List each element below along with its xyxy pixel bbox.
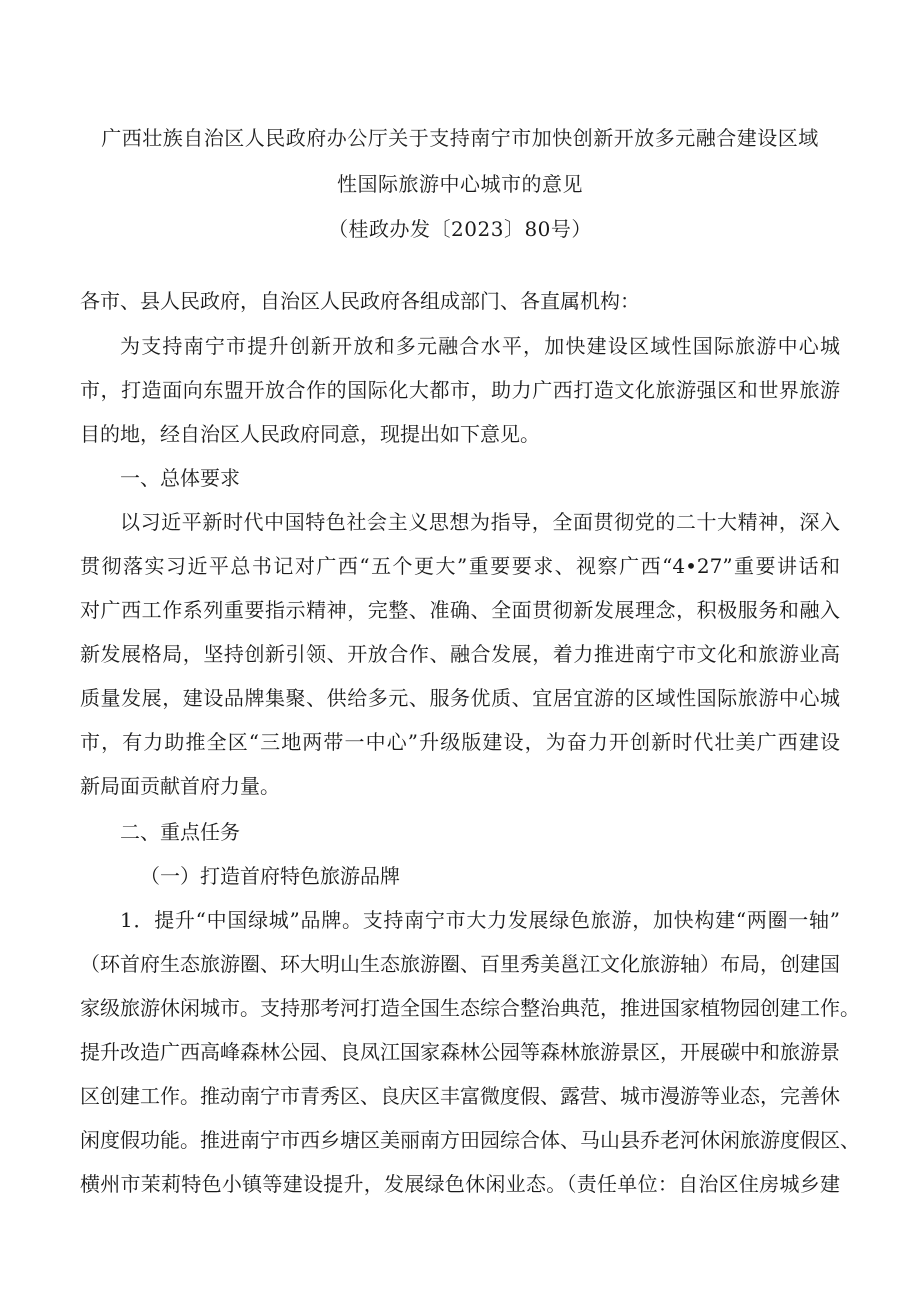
item1-line: （环首府生态旅游圈、环大明山生态旅游圈、百里秀美邕江文化旅游轴）布局，创建国 (80, 952, 840, 976)
section1-line: 对广西工作系列重要指示精神，完整、准确、全面贯彻新发展理念，积极服务和融入 (80, 598, 840, 622)
item1-line: 1．提升“中国绿城”品牌。支持南宁市大力发展绿色旅游，加快构建“两圈一轴” (120, 908, 840, 932)
section1-line: 质量发展，建设品牌集聚、供给多元、服务优质、宜居宜游的区域性国际旅游中心城 (80, 686, 840, 710)
section-heading-key-tasks: 二、重点任务 (120, 820, 240, 844)
intro-line: 为支持南宁市提升创新开放和多元融合水平，加快建设区域性国际旅游中心城 (120, 334, 840, 358)
section1-line: 市，有力助推全区“三地两带一中心”升级版建设，为奋力开创新时代壮美广西建设 (80, 730, 840, 754)
addressee: 各市、县人民政府，自治区人民政府各组成部门、各直属机构： (80, 289, 640, 313)
intro-line: 目的地，经自治区人民政府同意，现提出如下意见。 (80, 422, 540, 446)
section1-line: 新局面贡献首府力量。 (80, 774, 280, 798)
section-heading-general-requirements: 一、总体要求 (120, 466, 240, 490)
item1-line: 闲度假功能。推进南宁市西乡塘区美丽南方田园综合体、马山县乔老河休闲旅游度假区、 (80, 1128, 860, 1152)
document-title-line-1: 广西壮族自治区人民政府办公厅关于支持南宁市加快创新开放多元融合建设区域 (101, 126, 819, 150)
item1-line: 提升改造广西高峰森林公园、良凤江国家森林公园等森林旅游景区，开展碳中和旅游景 (80, 1040, 840, 1064)
section1-line: 贯彻落实习近平总书记对广西“五个更大”重要要求、视察广西“4•27”重要讲话和 (80, 554, 840, 578)
subsection-heading-tourism-brand: （一）打造首府特色旅游品牌 (140, 864, 400, 888)
section1-line: 新发展格局，坚持创新引领、开放合作、融合发展，着力推进南宁市文化和旅游业高 (80, 642, 840, 666)
document-number: （桂政办发〔2023〕80号） (328, 217, 592, 241)
intro-line: 市，打造面向东盟开放合作的国际化大都市，助力广西打造文化旅游强区和世界旅游 (80, 378, 840, 402)
item1-line: 区创建工作。推动南宁市青秀区、良庆区丰富微度假、露营、城市漫游等业态，完善休 (80, 1084, 840, 1108)
document-title-line-2: 性国际旅游中心城市的意见 (337, 172, 583, 196)
item1-line: 横州市茉莉特色小镇等建设提升，发展绿色休闲业态。（责任单位：自治区住房城乡建 (80, 1172, 840, 1196)
item1-line: 家级旅游休闲城市。支持那考河打造全国生态综合整治典范，推进国家植物园创建工作。 (80, 996, 860, 1020)
section1-line: 以习近平新时代中国特色社会主义思想为指导，全面贯彻党的二十大精神，深入 (120, 510, 840, 534)
